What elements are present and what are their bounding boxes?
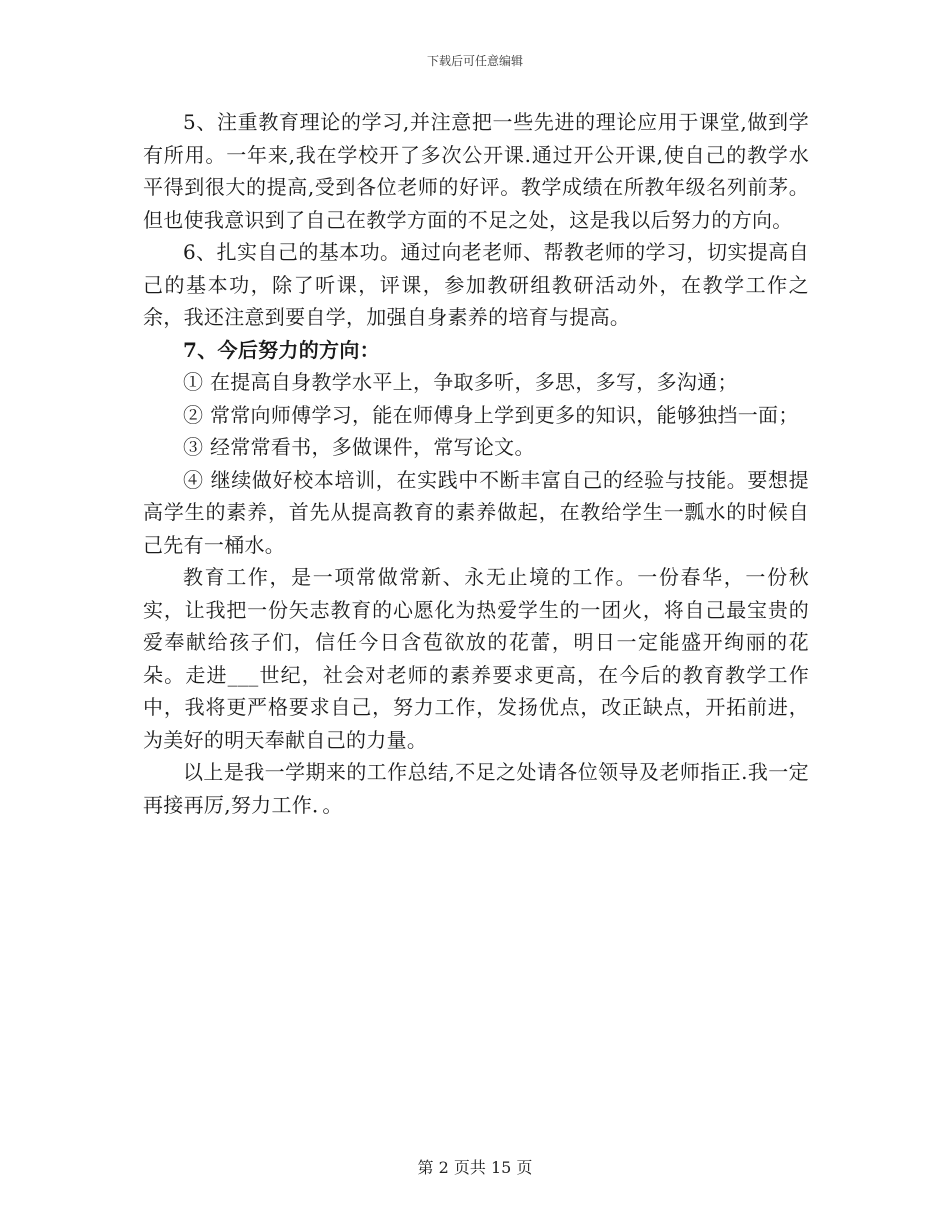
page-number-footer: 第 2 页共 15 页 — [417, 1158, 533, 1177]
paragraph-item-6: 6、扎实自己的基本功。通过向老老师、帮教老师的学习，切实提高自己的基本功，除了听课，评课，参加教研组教研活动外，在教学工作之余，我还注意到要自学，加强自身素养的培育与提高。 — [143, 240, 809, 329]
paragraph-item-5: 5、注重教育理论的学习,并注意把一些先进的理论应用于课堂,做到学有所用。一年来,我在学校开了多次公开课.通过开公开课,使自己的教学水平得到很大的提高,受到各位老师的好评。教学成绩在所教年级名列前茅。但也使我意识到了自己在教学方面的不足之处，这是我以后努力的方向。 — [143, 110, 809, 232]
list-item-3: ③ 经常常看书，多做课件，常写论文。 — [183, 435, 535, 459]
section-heading-future-direction: 7、今后努力的方向： — [183, 337, 380, 362]
list-item-2: ② 常常向师傅学习，能在师傅身上学到更多的知识，能够独挡一面； — [183, 402, 799, 427]
list-item-1: ① 在提高自身教学水平上，争取多听，多思，多写，多沟通； — [183, 370, 738, 394]
paragraph-conclusion: 教育工作，是一项常做常新、永无止境的工作。一份春华，一份秋实，让我把一份矢志教育的心愿化为热爱学生的一团火，将自己最宝贵的爱奉献给孩子们，信任今日含苞欲放的花蕾，明日一定能盛开绚丽的花朵。走进___世纪，社会对老师的素养要求更高，在今后的教育教学工作中，我将更严格要求自己，努力工作，发扬优点，改正缺点，开拓前进，为美好的明天奉献自己的力量。 — [143, 565, 809, 752]
page-header: 下载后可任意编辑 — [426, 54, 523, 68]
paragraph-closing: 以上是我一学期来的工作总结,不足之处请各位领导及老师指正.我一定再接再厉,努力工作．。 — [143, 760, 809, 817]
document-body — [143, 106, 809, 821]
list-item-4: ④ 继续做好校本培训，在实践中不断丰富自己的经验与技能。要想提高学生的素养，首先从提高教育的素养做起，在教给学生一瓢水的时候自己先有一桶水。 — [143, 467, 809, 557]
